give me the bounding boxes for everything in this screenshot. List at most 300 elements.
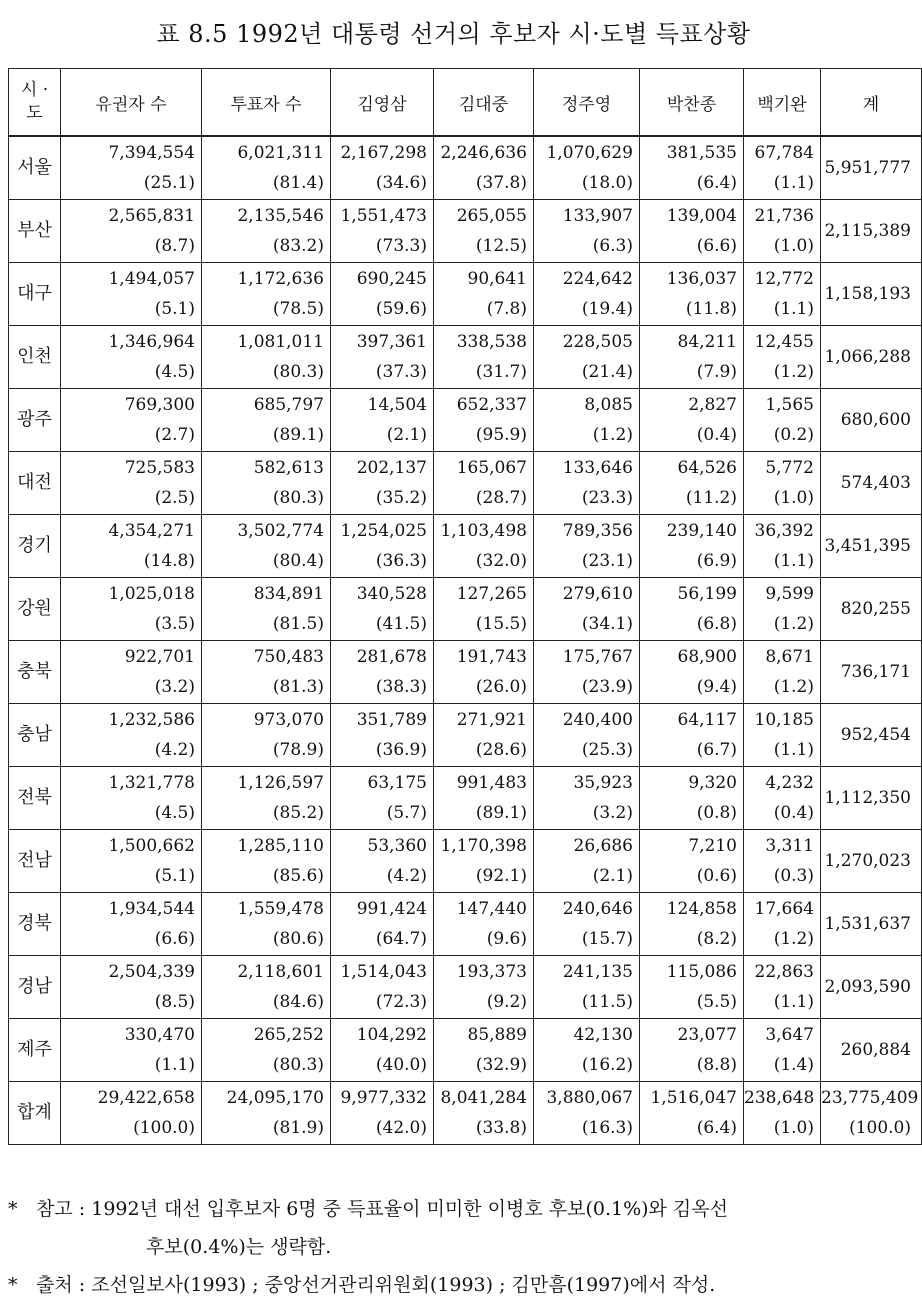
cell-count: 85,889 <box>467 1025 527 1045</box>
cell-count: 3,502,774 <box>237 521 324 541</box>
header-region-line1: 시 · <box>20 80 49 101</box>
cell-count: 9,977,332 <box>340 1088 427 1108</box>
cell-percent: (34.6) <box>375 173 427 193</box>
cell-percent: (64.7) <box>375 929 427 949</box>
table-row <box>9 956 922 1019</box>
cell-c1 <box>331 893 434 956</box>
cell-count: 2,246,636 <box>440 143 527 163</box>
cell-total: 1,270,023 <box>821 830 922 893</box>
cell-count: 1,500,662 <box>108 836 195 856</box>
table-row <box>9 200 922 263</box>
cell-total: 1,158,193 <box>821 263 922 326</box>
cell-count: 8,041,284 <box>440 1088 527 1108</box>
cell-percent: (1.0) <box>773 1118 814 1138</box>
cell-percent: (15.7) <box>581 929 633 949</box>
cell-count: 973,070 <box>253 710 324 730</box>
cell-percent: (18.0) <box>581 173 633 193</box>
header-row <box>9 69 922 137</box>
cell-voters <box>61 515 202 578</box>
cell-count: 8,671 <box>765 647 814 667</box>
cell-total <box>821 1082 922 1145</box>
header-region-line2: 도 <box>26 103 43 123</box>
cell-percent: (3.2) <box>154 677 195 697</box>
cell-c5 <box>744 830 821 893</box>
cell-c5 <box>744 956 821 1019</box>
cell-c1 <box>331 641 434 704</box>
cell-total: 2,093,590 <box>821 956 922 1019</box>
cell-c1 <box>331 136 434 200</box>
cell-total: 680,600 <box>821 389 922 452</box>
cell-count: 56,199 <box>677 584 737 604</box>
table-row <box>9 515 922 578</box>
cell-percent: (1.2) <box>773 929 814 949</box>
cell-count: 652,337 <box>456 395 527 415</box>
cell-count: 1,514,043 <box>340 962 427 982</box>
cell-count: 12,772 <box>754 269 814 289</box>
cell-voters <box>61 389 202 452</box>
cell-count: 397,361 <box>356 332 427 352</box>
cell-c4 <box>640 200 744 263</box>
cell-c3 <box>534 389 640 452</box>
cell-c4 <box>640 956 744 1019</box>
cell-count: 265,252 <box>253 1025 324 1045</box>
cell-count: 3,311 <box>765 836 814 856</box>
cell-c1 <box>331 956 434 1019</box>
cell-total: 2,115,389 <box>821 200 922 263</box>
header-candidate-5: 백기완 <box>744 69 821 137</box>
cell-c1 <box>331 326 434 389</box>
cell-percent: (23.9) <box>581 677 633 697</box>
note-source-label: 출처 : <box>36 1274 86 1296</box>
cell-c5 <box>744 326 821 389</box>
note-reference <box>8 1190 898 1228</box>
cell-percent: (1.1) <box>773 299 814 319</box>
cell-percent: (1.0) <box>773 236 814 256</box>
cell-count: 35,923 <box>573 773 633 793</box>
cell-count: 68,900 <box>677 647 737 667</box>
cell-count: 265,055 <box>456 206 527 226</box>
cell-total: 1,066,288 <box>821 326 922 389</box>
cell-percent: (1.2) <box>592 425 633 445</box>
cell-voters <box>61 263 202 326</box>
cell-count: 7,394,554 <box>108 143 195 163</box>
region-cell: 전북 <box>9 767 61 830</box>
cell-count: 127,265 <box>456 584 527 604</box>
cell-count: 238,648 <box>744 1088 815 1108</box>
cell-percent: (26.0) <box>475 677 527 697</box>
cell-percent: (38.3) <box>375 677 427 697</box>
cell-c2 <box>434 956 534 1019</box>
cell-count: 338,538 <box>456 332 527 352</box>
cell-voters <box>61 136 202 200</box>
cell-percent: (11.2) <box>685 488 737 508</box>
header-region <box>9 69 61 137</box>
cell-percent: (1.2) <box>773 362 814 382</box>
cell-percent: (4.2) <box>154 740 195 760</box>
cell-turnout <box>202 641 331 704</box>
cell-count: 1,565 <box>765 395 814 415</box>
cell-percent: (59.6) <box>375 299 427 319</box>
cell-percent: (9.4) <box>696 677 737 697</box>
cell-turnout <box>202 326 331 389</box>
cell-percent: (6.8) <box>696 614 737 634</box>
cell-count: 139,004 <box>666 206 737 226</box>
cell-percent: (84.6) <box>272 992 324 1012</box>
cell-count: 202,137 <box>356 458 427 478</box>
cell-c5 <box>744 263 821 326</box>
cell-c4 <box>640 263 744 326</box>
cell-voters <box>61 641 202 704</box>
cell-count: 9,320 <box>688 773 737 793</box>
cell-percent: (0.4) <box>696 425 737 445</box>
cell-count: 2,827 <box>688 395 737 415</box>
cell-count: 23,775,409 <box>821 1088 919 1108</box>
cell-count: 685,797 <box>253 395 324 415</box>
cell-percent: (35.2) <box>375 488 427 508</box>
cell-total: 1,531,637 <box>821 893 922 956</box>
cell-percent: (37.8) <box>475 173 527 193</box>
cell-percent: (1.0) <box>773 488 814 508</box>
cell-turnout <box>202 136 331 200</box>
cell-turnout <box>202 263 331 326</box>
cell-c2 <box>434 515 534 578</box>
cell-percent: (37.3) <box>375 362 427 382</box>
cell-percent: (34.1) <box>581 614 633 634</box>
cell-count: 1,254,025 <box>340 521 427 541</box>
cell-total: 820,255 <box>821 578 922 641</box>
note-mark: * <box>8 1198 18 1220</box>
cell-count: 1,070,629 <box>546 143 633 163</box>
cell-percent: (15.5) <box>475 614 527 634</box>
cell-count: 240,400 <box>562 710 633 730</box>
cell-c3 <box>534 767 640 830</box>
cell-percent: (6.7) <box>696 740 737 760</box>
cell-count: 36,392 <box>754 521 814 541</box>
cell-count: 64,526 <box>677 458 737 478</box>
cell-count: 175,767 <box>562 647 633 667</box>
cell-count: 1,126,597 <box>237 773 324 793</box>
cell-c2 <box>434 830 534 893</box>
table-row <box>9 641 922 704</box>
cell-total: 952,454 <box>821 704 922 767</box>
cell-percent: (2.1) <box>592 866 633 886</box>
cell-c1 <box>331 515 434 578</box>
cell-count: 330,470 <box>124 1025 195 1045</box>
cell-percent: (32.0) <box>475 551 527 571</box>
cell-c4 <box>640 452 744 515</box>
cell-turnout <box>202 389 331 452</box>
cell-percent: (33.8) <box>475 1118 527 1138</box>
region-cell: 전남 <box>9 830 61 893</box>
cell-percent: (12.5) <box>475 236 527 256</box>
cell-percent: (25.3) <box>581 740 633 760</box>
table-row <box>9 1082 922 1145</box>
cell-c4 <box>640 704 744 767</box>
cell-count: 90,641 <box>467 269 527 289</box>
cell-percent: (8.8) <box>696 1055 737 1075</box>
cell-voters <box>61 452 202 515</box>
cell-percent: (0.8) <box>696 803 737 823</box>
cell-c2 <box>434 893 534 956</box>
cell-percent: (8.5) <box>154 992 195 1012</box>
cell-percent: (3.2) <box>592 803 633 823</box>
cell-count: 991,483 <box>456 773 527 793</box>
cell-percent: (81.9) <box>272 1118 324 1138</box>
cell-count: 1,232,586 <box>108 710 195 730</box>
cell-percent: (14.8) <box>143 551 195 571</box>
region-cell: 경북 <box>9 893 61 956</box>
cell-percent: (6.6) <box>696 236 737 256</box>
cell-c3 <box>534 956 640 1019</box>
cell-percent: (36.3) <box>375 551 427 571</box>
cell-c5 <box>744 389 821 452</box>
cell-c1 <box>331 767 434 830</box>
cell-c4 <box>640 515 744 578</box>
cell-c4 <box>640 1082 744 1145</box>
cell-c5 <box>744 578 821 641</box>
cell-turnout <box>202 578 331 641</box>
cell-c2 <box>434 578 534 641</box>
header-candidate-1: 김영삼 <box>331 69 434 137</box>
cell-percent: (4.5) <box>154 803 195 823</box>
cell-voters <box>61 1082 202 1145</box>
cell-count: 769,300 <box>124 395 195 415</box>
cell-count: 63,175 <box>367 773 427 793</box>
cell-count: 42,130 <box>573 1025 633 1045</box>
header-total: 계 <box>821 69 922 137</box>
cell-percent: (0.3) <box>773 866 814 886</box>
region-cell: 부산 <box>9 200 61 263</box>
cell-count: 351,789 <box>356 710 427 730</box>
footnotes <box>8 1190 898 1304</box>
cell-percent: (25.1) <box>143 173 195 193</box>
cell-voters <box>61 200 202 263</box>
cell-c3 <box>534 830 640 893</box>
region-cell: 충남 <box>9 704 61 767</box>
cell-percent: (2.5) <box>154 488 195 508</box>
header-candidate-3: 정주영 <box>534 69 640 137</box>
cell-percent: (81.5) <box>272 614 324 634</box>
cell-count: 67,784 <box>754 143 814 163</box>
cell-c1 <box>331 263 434 326</box>
cell-c1 <box>331 830 434 893</box>
cell-c2 <box>434 263 534 326</box>
cell-c4 <box>640 893 744 956</box>
cell-voters <box>61 830 202 893</box>
cell-count: 340,528 <box>356 584 427 604</box>
table-row <box>9 893 922 956</box>
cell-total: 1,112,350 <box>821 767 922 830</box>
cell-count: 3,880,067 <box>546 1088 633 1108</box>
cell-count: 6,021,311 <box>237 143 324 163</box>
cell-c1 <box>331 704 434 767</box>
cell-count: 7,210 <box>688 836 737 856</box>
cell-percent: (9.6) <box>486 929 527 949</box>
table-row <box>9 452 922 515</box>
cell-count: 1,172,636 <box>237 269 324 289</box>
cell-c3 <box>534 1019 640 1082</box>
cell-count: 224,642 <box>562 269 633 289</box>
cell-turnout <box>202 956 331 1019</box>
cell-count: 381,535 <box>666 143 737 163</box>
cell-percent: (21.4) <box>581 362 633 382</box>
note-reference-text: 1992년 대선 입후보자 6명 중 득표율이 미미한 이병호 후보(0.1%)와 김옥선 <box>91 1198 728 1220</box>
cell-c3 <box>534 326 640 389</box>
cell-percent: (80.4) <box>272 551 324 571</box>
cell-percent: (41.5) <box>375 614 427 634</box>
header-candidate-4: 박찬종 <box>640 69 744 137</box>
cell-count: 84,211 <box>677 332 737 352</box>
cell-percent: (6.3) <box>592 236 633 256</box>
table-row <box>9 389 922 452</box>
cell-count: 191,743 <box>456 647 527 667</box>
cell-percent: (5.1) <box>154 866 195 886</box>
cell-percent: (78.9) <box>272 740 324 760</box>
table-row <box>9 767 922 830</box>
cell-percent: (89.1) <box>475 803 527 823</box>
cell-c2 <box>434 136 534 200</box>
cell-c1 <box>331 1019 434 1082</box>
cell-percent: (80.6) <box>272 929 324 949</box>
cell-c4 <box>640 1019 744 1082</box>
cell-percent: (81.3) <box>272 677 324 697</box>
cell-count: 26,686 <box>573 836 633 856</box>
cell-c3 <box>534 515 640 578</box>
region-cell: 인천 <box>9 326 61 389</box>
cell-percent: (5.7) <box>386 803 427 823</box>
cell-c5 <box>744 136 821 200</box>
cell-percent: (78.5) <box>272 299 324 319</box>
cell-count: 1,934,544 <box>108 899 195 919</box>
cell-c5 <box>744 641 821 704</box>
cell-total: 5,951,777 <box>821 136 922 200</box>
cell-percent: (19.4) <box>581 299 633 319</box>
cell-percent: (42.0) <box>375 1118 427 1138</box>
cell-voters <box>61 326 202 389</box>
cell-percent: (11.5) <box>581 992 633 1012</box>
cell-c5 <box>744 200 821 263</box>
cell-percent: (28.6) <box>475 740 527 760</box>
cell-c2 <box>434 1082 534 1145</box>
cell-count: 1,321,778 <box>108 773 195 793</box>
cell-c1 <box>331 200 434 263</box>
cell-c3 <box>534 263 640 326</box>
cell-voters <box>61 893 202 956</box>
cell-c4 <box>640 136 744 200</box>
cell-c2 <box>434 641 534 704</box>
cell-count: 29,422,658 <box>97 1088 195 1108</box>
cell-total: 260,884 <box>821 1019 922 1082</box>
cell-count: 133,646 <box>562 458 633 478</box>
table-row <box>9 704 922 767</box>
cell-c4 <box>640 830 744 893</box>
region-cell: 경기 <box>9 515 61 578</box>
cell-percent: (2.7) <box>154 425 195 445</box>
cell-count: 1,494,057 <box>108 269 195 289</box>
cell-count: 1,025,018 <box>108 584 195 604</box>
cell-c2 <box>434 389 534 452</box>
cell-percent: (83.2) <box>272 236 324 256</box>
cell-c4 <box>640 767 744 830</box>
cell-count: 22,863 <box>754 962 814 982</box>
cell-c3 <box>534 452 640 515</box>
cell-count: 5,772 <box>765 458 814 478</box>
cell-percent: (32.9) <box>475 1055 527 1075</box>
cell-percent: (100.0) <box>133 1118 195 1138</box>
cell-count: 991,424 <box>356 899 427 919</box>
cell-total: 3,451,395 <box>821 515 922 578</box>
cell-percent: (1.1) <box>773 992 814 1012</box>
cell-count: 104,292 <box>356 1025 427 1045</box>
cell-count: 239,140 <box>666 521 737 541</box>
table-row <box>9 578 922 641</box>
cell-c3 <box>534 641 640 704</box>
cell-percent: (89.1) <box>272 425 324 445</box>
cell-count: 9,599 <box>765 584 814 604</box>
cell-percent: (95.9) <box>475 425 527 445</box>
cell-count: 271,921 <box>456 710 527 730</box>
cell-percent: (8.2) <box>696 929 737 949</box>
cell-count: 12,455 <box>754 332 814 352</box>
cell-percent: (40.0) <box>375 1055 427 1075</box>
cell-count: 279,610 <box>562 584 633 604</box>
cell-percent: (23.1) <box>581 551 633 571</box>
cell-turnout <box>202 893 331 956</box>
cell-count: 3,647 <box>765 1025 814 1045</box>
cell-count: 64,117 <box>677 710 737 730</box>
cell-count: 1,170,398 <box>440 836 527 856</box>
cell-count: 1,285,110 <box>237 836 324 856</box>
note-source <box>8 1266 898 1304</box>
cell-turnout <box>202 452 331 515</box>
cell-percent: (7.8) <box>486 299 527 319</box>
note-mark: * <box>8 1274 18 1296</box>
cell-total: 574,403 <box>821 452 922 515</box>
cell-c4 <box>640 389 744 452</box>
cell-percent: (23.3) <box>581 488 633 508</box>
cell-c3 <box>534 136 640 200</box>
cell-percent: (7.9) <box>696 362 737 382</box>
cell-percent: (3.5) <box>154 614 195 634</box>
election-results-table <box>8 68 922 1145</box>
region-cell: 제주 <box>9 1019 61 1082</box>
cell-c4 <box>640 578 744 641</box>
cell-percent: (1.1) <box>773 173 814 193</box>
cell-percent: (4.2) <box>386 866 427 886</box>
table-row <box>9 136 922 200</box>
region-cell: 서울 <box>9 136 61 200</box>
cell-percent: (1.1) <box>773 551 814 571</box>
region-cell: 경남 <box>9 956 61 1019</box>
region-cell: 광주 <box>9 389 61 452</box>
cell-count: 1,516,047 <box>650 1088 737 1108</box>
cell-percent: (6.6) <box>154 929 195 949</box>
cell-c5 <box>744 1019 821 1082</box>
cell-c2 <box>434 1019 534 1082</box>
cell-c5 <box>744 452 821 515</box>
cell-c2 <box>434 200 534 263</box>
cell-percent: (31.7) <box>475 362 527 382</box>
region-cell: 강원 <box>9 578 61 641</box>
cell-c4 <box>640 326 744 389</box>
cell-count: 281,678 <box>356 647 427 667</box>
cell-count: 1,559,478 <box>237 899 324 919</box>
cell-count: 834,891 <box>253 584 324 604</box>
cell-c5 <box>744 704 821 767</box>
cell-count: 1,103,498 <box>440 521 527 541</box>
cell-percent: (16.2) <box>581 1055 633 1075</box>
cell-count: 147,440 <box>456 899 527 919</box>
